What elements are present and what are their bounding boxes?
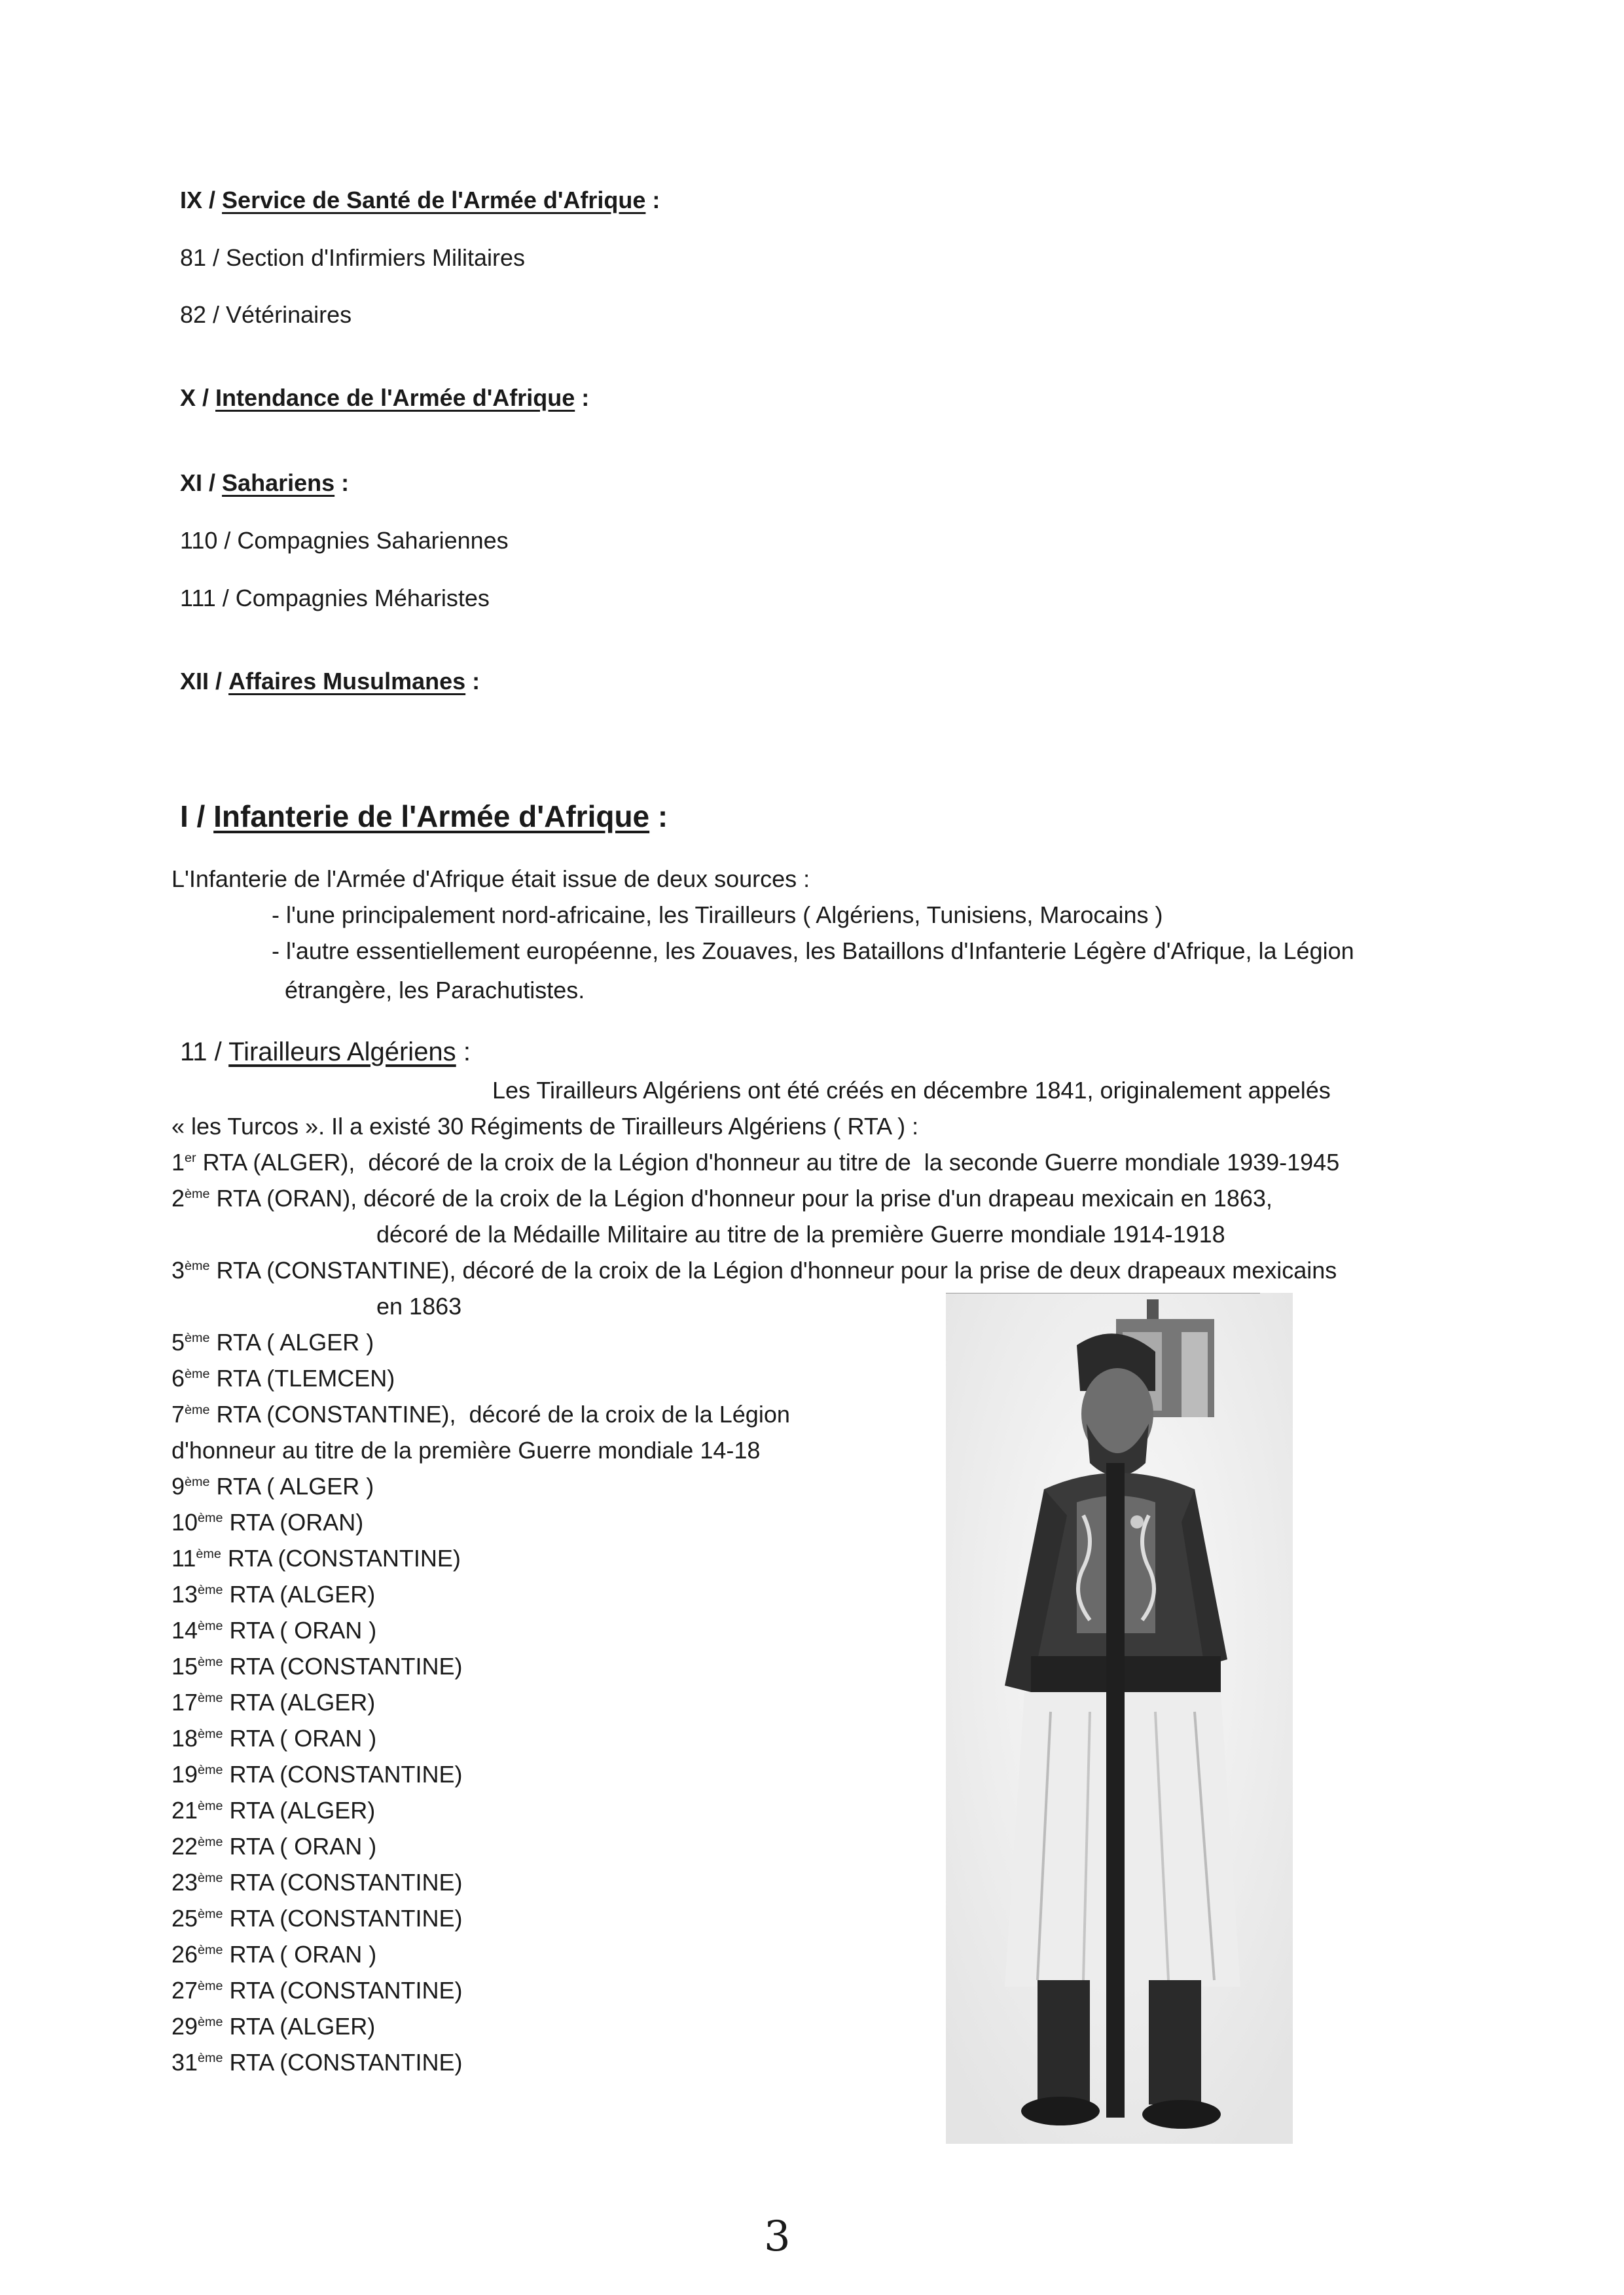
regiment-line: [171, 1905, 463, 1932]
regiment-number: 13: [171, 1581, 198, 1608]
heading-num: I /: [180, 799, 206, 833]
regiment-line: [171, 1437, 760, 1464]
regiment-ordinal: ème: [198, 1511, 223, 1525]
regiment-text: RTA (CONSTANTINE): [223, 1905, 463, 1932]
regiment-line: [376, 1221, 1225, 1248]
regiment-text: RTA ( ORAN ): [223, 1941, 377, 1968]
regiment-text: RTA (ALGER): [223, 2013, 376, 2040]
regiment-text: RTA ( ALGER ): [209, 1473, 374, 1500]
regiment-text: RTA (ORAN), décoré de la croix de la Légion d'honneur pour la prise d'un drapeau mexicain en 1863,: [209, 1185, 1272, 1212]
regiment-text: RTA (CONSTANTINE), décoré de la croix de la Légion: [209, 1401, 790, 1428]
bullet-item: étrangère, les Parachutistes.: [285, 977, 585, 1003]
regiment-number: 3: [171, 1257, 185, 1284]
regiment-number: 11: [171, 1545, 196, 1572]
regiment-number: 17: [171, 1689, 198, 1716]
section-title-infanterie: [180, 799, 668, 834]
regiment-text: RTA (CONSTANTINE): [223, 1761, 463, 1788]
regiment-text: RTA (ALGER), décoré de la croix de la Légion d'honneur au titre de la seconde Guerre mondiale 1939-1945: [196, 1149, 1340, 1176]
regiment-number: 5: [171, 1329, 185, 1356]
regiment-ordinal: ème: [198, 1691, 223, 1705]
regiment-text: RTA ( ORAN ): [223, 1833, 377, 1860]
regiment-number: 21: [171, 1797, 198, 1824]
regiment-ordinal: ème: [198, 2051, 223, 2065]
heading-suffix: :: [472, 668, 480, 695]
regiment-text: RTA ( ORAN ): [223, 1725, 377, 1752]
regiment-line: [171, 1977, 463, 2004]
regiment-number: 18: [171, 1725, 198, 1752]
heading-suffix: :: [657, 799, 668, 833]
regiment-text: en 1863: [376, 1293, 462, 1320]
regiment-number: 26: [171, 1941, 198, 1968]
regiment-text: RTA (CONSTANTINE): [223, 1977, 463, 2004]
regiment-ordinal: ème: [198, 1727, 223, 1741]
regiment-number: 22: [171, 1833, 198, 1860]
heading-title: Service de Santé de l'Armée d'Afrique: [222, 187, 646, 213]
regiment-ordinal: ème: [198, 1835, 223, 1849]
heading-title: Tirailleurs Algériens: [228, 1038, 456, 1066]
page-number: 3: [764, 2213, 791, 2261]
regiment-ordinal: ème: [185, 1367, 210, 1381]
regiment-number: 27: [171, 1977, 198, 2004]
regiment-number: 14: [171, 1617, 198, 1644]
regiment-number: 29: [171, 2013, 198, 2040]
regiment-ordinal: ème: [198, 1763, 223, 1777]
regiment-text: RTA (CONSTANTINE), décoré de la croix de la Légion d'honneur pour la prise de deux drapeaux mexicains: [209, 1257, 1337, 1284]
regiment-number: 25: [171, 1905, 198, 1932]
regiment-line: [171, 1473, 374, 1500]
regiment-line: [171, 1689, 375, 1716]
regiment-ordinal: ème: [198, 1655, 223, 1669]
regiment-number: 31: [171, 2049, 198, 2076]
regiment-line: [171, 1581, 375, 1608]
heading-num: IX /: [180, 187, 216, 213]
regiment-line: [171, 2049, 463, 2076]
regiment-line: [171, 1833, 376, 1860]
heading-title: Intendance de l'Armée d'Afrique: [215, 384, 575, 411]
regiment-number: 1: [171, 1149, 185, 1176]
regiment-ordinal: ème: [198, 1583, 223, 1597]
heading-suffix: :: [341, 469, 350, 496]
regiment-number: 15: [171, 1653, 198, 1680]
regiment-number: 7: [171, 1401, 185, 1428]
list-item: 111 / Compagnies Méharistes: [180, 585, 490, 611]
regiment-ordinal: ème: [185, 1475, 210, 1489]
regiment-line: [171, 2013, 375, 2040]
regiment-ordinal: ème: [198, 1907, 223, 1921]
heading-num: 11 /: [180, 1038, 222, 1066]
heading-num: XII /: [180, 668, 223, 695]
regiment-line: [376, 1293, 461, 1320]
regiment-line: [171, 1401, 790, 1428]
heading-xi: [180, 469, 349, 497]
list-item: 82 / Vétérinaires: [180, 301, 352, 328]
regiment-line: [171, 1725, 376, 1752]
regiment-number: 9: [171, 1473, 185, 1500]
regiment-ordinal: ème: [185, 1331, 210, 1345]
intro-paragraph-line: Les Tirailleurs Algériens ont été créés en décembre 1841, originalement appelés: [492, 1077, 1331, 1104]
heading-x: [180, 384, 589, 412]
heading-xii: [180, 668, 480, 695]
heading-title: Sahariens: [222, 469, 335, 496]
regiment-text: d'honneur au titre de la première Guerre mondiale 14-18: [171, 1437, 761, 1464]
intro-text: L'Infanterie de l'Armée d'Afrique était issue de deux sources :: [171, 865, 810, 892]
regiment-ordinal: ème: [198, 2015, 223, 2029]
regiment-text: RTA (TLEMCEN): [209, 1365, 395, 1392]
regiment-line: [171, 1617, 376, 1644]
regiment-text: RTA ( ORAN ): [223, 1617, 377, 1644]
heading-title: Infanterie de l'Armée d'Afrique: [213, 799, 650, 833]
regiment-line: [171, 1329, 374, 1356]
regiment-line: [171, 1761, 463, 1788]
regiment-text: RTA (ORAN): [223, 1509, 364, 1536]
tirailleur-photo: [946, 1293, 1293, 2144]
regiment-text: RTA (ALGER): [223, 1797, 376, 1824]
regiment-text: RTA ( ALGER ): [209, 1329, 374, 1356]
heading-suffix: :: [463, 1038, 471, 1066]
regiment-text: RTA (CONSTANTINE): [223, 1869, 463, 1896]
regiment-ordinal: ème: [198, 1979, 223, 1993]
regiment-ordinal: ème: [185, 1403, 210, 1417]
regiment-line: [171, 1185, 1272, 1212]
regiment-number: 6: [171, 1365, 185, 1392]
regiment-line: [171, 1545, 461, 1572]
regiment-line: [171, 1797, 375, 1824]
bullet-item: - l'autre essentiellement européenne, les Zouaves, les Bataillons d'Infanterie Légère d'Afrique, la Légion: [272, 937, 1354, 964]
regiment-line: [171, 1653, 463, 1680]
list-item: 110 / Compagnies Sahariennes: [180, 527, 509, 554]
subsection-title-tirailleurs: [180, 1038, 471, 1067]
list-item: 81 / Section d'Infirmiers Militaires: [180, 244, 526, 271]
regiment-ordinal: ème: [196, 1547, 221, 1561]
heading-num: XI /: [180, 469, 216, 496]
heading-title: Affaires Musulmanes: [228, 668, 466, 695]
heading-suffix: :: [652, 187, 660, 213]
regiment-ordinal: ème: [185, 1187, 210, 1201]
regiment-ordinal: ème: [185, 1259, 210, 1273]
regiment-text: RTA (CONSTANTINE): [223, 2049, 463, 2076]
regiment-text: RTA (ALGER): [223, 1689, 376, 1716]
regiment-line: [171, 1509, 363, 1536]
regiment-number: 19: [171, 1761, 198, 1788]
regiment-number: 2: [171, 1185, 185, 1212]
regiment-line: [171, 1941, 376, 1968]
bullet-item: - l'une principalement nord-africaine, les Tirailleurs ( Algériens, Tunisiens, Marocains ): [272, 901, 1163, 928]
regiment-text: RTA (ALGER): [223, 1581, 376, 1608]
regiment-ordinal: er: [185, 1151, 196, 1165]
regiment-line: [171, 1869, 463, 1896]
heading-ix: [180, 187, 660, 214]
regiment-ordinal: ème: [198, 1943, 223, 1957]
regiment-text: RTA (CONSTANTINE): [221, 1545, 461, 1572]
regiment-number: 10: [171, 1509, 198, 1536]
regiment-number: 23: [171, 1869, 198, 1896]
regiment-ordinal: ème: [198, 1799, 223, 1813]
regiment-text: décoré de la Médaille Militaire au titre de la première Guerre mondiale 1914-1918: [376, 1221, 1225, 1248]
regiment-line: [171, 1365, 395, 1392]
regiment-line: [171, 1257, 1337, 1284]
regiment-line: [171, 1149, 1339, 1176]
regiment-text: RTA (CONSTANTINE): [223, 1653, 463, 1680]
regiment-ordinal: ème: [198, 1871, 223, 1885]
intro-paragraph-line: « les Turcos ». Il a existé 30 Régiments de Tirailleurs Algériens ( RTA ) :: [171, 1113, 919, 1140]
regiment-ordinal: ème: [198, 1619, 223, 1633]
heading-suffix: :: [581, 384, 590, 411]
heading-num: X /: [180, 384, 209, 411]
